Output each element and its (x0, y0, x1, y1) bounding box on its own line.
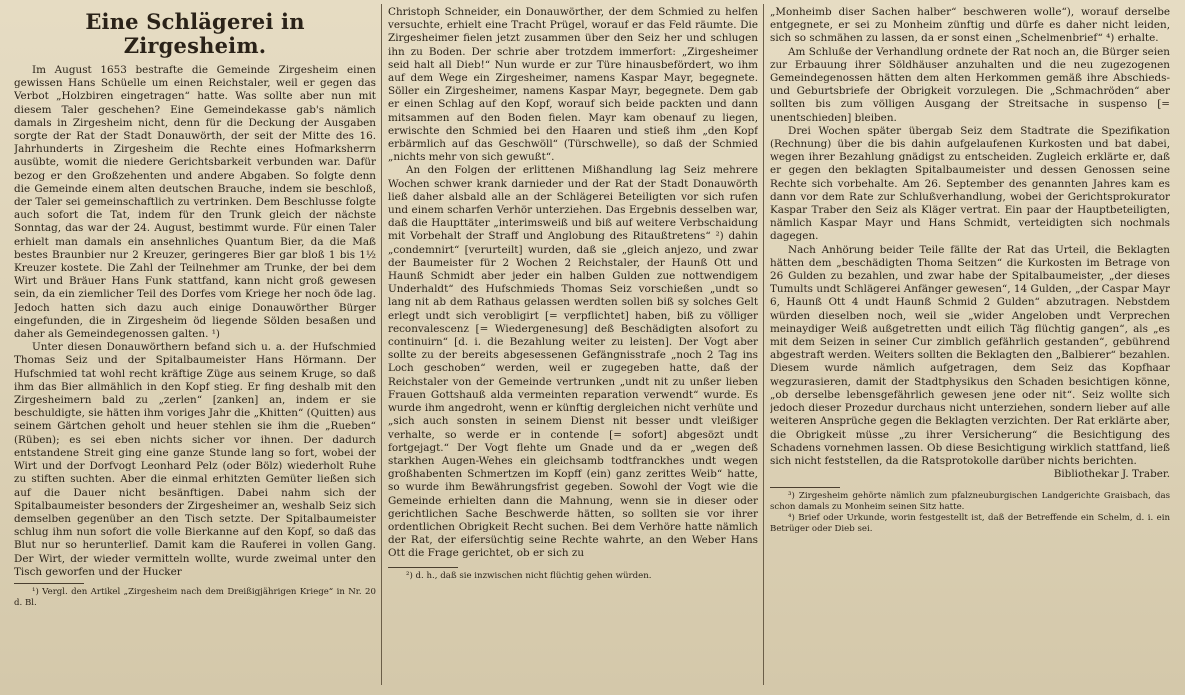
footnote-divider (388, 567, 458, 568)
paragraph: Christoph Schneider, ein Donauwörther, der dem Schmied zu helfen versuchte, erhielt eine Tracht Prügel, worauf er das Feld räumte. Die Zirgesheimer fielen jetzt zusammen über den Seiz her und schlugen ihn zu Boden. Der schrie aber trotzdem immerfort: „Zirgesheimer seid halt all Dieb!“ Nun wurde er zur Türe hinausbefördert, wo ihm auf dem Wege ein Zirgesheimer, namens Kaspar Mayr, begegnete. Söller ein Zirgesheimer, namens Kaspar Mayr, begegnete. Dem gab er einen Schlag auf den Kopf, worauf sich beide packten und dann mitsammen auf den Boden fielen. Mayr kam obenauf zu liegen, erwischte den Schmied bei den Haaren und stieß ihm „den Kopf erbärmlich auf das Geschwöll“ (Türschwelle), so daß der Schmied „nichts mehr von sich gewußt“. (388, 6, 758, 164)
column-divider (381, 4, 382, 685)
footnote: ²) d. h., daß sie inzwischen nicht flüchtig gehen würden. (406, 570, 652, 581)
footnote: ¹) Vergl. den Artikel „Zirgesheim nach dem Dreißigjährigen Kriege“ in Nr. 20 d. Bl. (14, 586, 376, 608)
paragraph: Unter diesen Donauwörthern befand sich u. a. der Hufschmied Thomas Seiz und der Spitalbaumeister Hans Hörmann. Der Hufschmied tat wohl recht kräftige Züge aus seinem Kruge, so daß ihm das Bier allmählich in den Kopf stieg. Er fing deshalb mit den Zirgesheimern bald zu „zerlen“ [zanken] an, indem er sie beschuldigte, sie hätten ihm voriges Jahr die „Khitten“ (Quitten) aus seinem Gärtchen geholt und heuer stehlen sie ihm die „Rueben“ (Rüben); es sei eben nichts sicher vor ihnen. Der dadurch entstandene Streit ging eine ganze Stunde lang so fort, wobei der Wirt und der Dorfvogt Leonhard Pelz (oder Bölz) wiederholt Ruhe zu stiften suchten. Aber die einmal erhitzten Gemüter ließen sich auf die Dauer nicht besänftigen. Dabei nahm sich der Spitalbaumeister besonders der Zirgesheimer an, weshalb Seiz sich demselben gegenüber an den Tisch setzte. Der Spitalbaumeister schlug ihm nun sofort die volle Bierkanne auf den Kopf, so daß das Blut nur so herunterlief. Damit kam die Rauferei in vollen Gang. Der Wirt, der wieder vermitteln wollte, wurde zweimal unter den Tisch geworfen und der Hucker (14, 341, 376, 578)
paragraph: Im August 1653 bestrafte die Gemeinde Zirgesheim einen gewissen Hans Schüelle um einen Reichstaler, weil er gegen das Verbot „Holzbiren eingetragen“ hatte. Was sollte aber nun mit diesem Taler geschehen? Eine Gemeindekasse gab's nämlich damals in Zirgesheim nicht, denn für die Deckung der Ausgaben sorgte der Rat der Stadt Donauwörth, der seit der Mitte des 16. Jahrhunderts in Zirgesheim die Rechte eines Hofmarksherrn ausübte, womit die niedere Gerichtsbarkeit verbunden war. Dafür bezog er den Großzehenten und andere Abgaben. So folgte denn die Gemeinde einem alten deutschen Brauche, indem sie beschloß, der Taler sei gemeinschaftlich zu vertrinken. Dem Beschlusse folgte auch sofort die Tat, indem für den Trunk gleich der nächste Sonntag, das war der 24. August, bestimmt wurde. Für einen Taler erhielt man damals ein ansehnliches Quantum Bier, da die Maß bestes Braunbier nur 2 Kreuzer, geringeres Bier gar bloß 1 bis 1½ Kreuzer kostete. Die Zahl der Teilnehmer am Trunke, der bei dem Wirt und Bräuer Hans Funk stattfand, kann nicht groß gewesen sein, da ein ziemlicher Teil des Dorfes vom Kriege her noch öde lag. Jedoch hatten sich dazu auch einige Donauwörther Bürger eingefunden, die in Zirgesheim öd liegende Sölden besaßen und daher als Gemeindegenossen galten. ¹) (14, 64, 376, 341)
paragraph: An den Folgen der erlittenen Mißhandlung lag Seiz mehrere Wochen schwer krank darnieder und der Rat der Stadt Donauwörth ließ daher alsbald alle an der Schlägerei Beteiligten vor sich rufen und einem scharfen Verhör unterziehen. Das Ergebnis desselben war, daß die Haupttäter „interimsweiß und biß auf weitere Verbschaidung mit Vorbehalt der Straff und Anglobung des Ritaußtretens“ ²) dahin „condemnirt“ [verurteilt] wurden, daß sie „gleich anjezo, und zwar der Baumeister für 2 Wochen 2 Reichstaler, der Haunß Ott und Haunß Schmidt aber jeder ein halben Gulden zue nottwendigem Underhaldt“ des Hufschmieds Thomas Seiz vorschießen „undt so lang nit ab dem Rathaus gelassen werdten sollen biß sy solches Gelt erlegt undt sich verobligirt [= verpflichtet] haben, biß zu völliger reconvalescenz [= Wiedergenesung] deß Beschädigten alsofort zu continuirn“ [d. i. die Bezahlung weiter zu leisten]. Der Vogt aber sollte zu der bereits abgesessenen Gefängnisstrafe „noch 2 Tag ins Loch geschoben“ werden, weil er zugegeben hatte, daß der Reichstaler von der Gemeinde vertrunken „undt nit zu unßer lieben Frauen Gottshauß alda vermeinten reparation verwendt“ wurde. Es wurde ihm angedroht, wenn er künftig dergleichen nicht verhüte und „sich auch sonsten in seinem Dienst nit besser undt vleißiger verhalte, so werde er in contende [= sofort] abgesözt undt fortgejagt.“ Der Vogt flehte um Gnade und da er „wegen deß starkhen Augen-Wehes ein gleichsamb todtfranckhes undt wegen großhabenten Schmertzen im Kopff (ein) ganz zerittes Weib“ hatte, so wurde ihm Bewährungsfrist gegeben. Sowohl der Vogt wie die Gemeinde erhielten dann die Mahnung, wenn sie in dieser oder gerichtlichen Sache Beschwerde hätten, so sollten sie vor ihrer ordentlichen Obrigkeit Recht suchen. Bei dem Verhöre hatte nämlich der Rat, der eifersüchtig seine Rechte wahrte, an den Weber Hans Ott die Frage gerichtet, ob er sich zu (388, 164, 758, 560)
paragraph: Am Schluße der Verhandlung ordnete der Rat noch an, die Bürger seien zur Erbauung ihrer Söldhäuser anzuhalten und die neu zugezogenen Gemeindegenossen hätten dem alten Herkommen gemäß ihre Abschieds- und Geburtsbriefe der Obrigkeit vorzulegen. Die „Schmachröden“ aber sollten bis zum völligen Ausgang der Streitsache in suspenso [= unentschieden] bleiben. (770, 45, 1170, 124)
article-column-1 (14, 6, 376, 685)
article-title: Eine Schlägerei in Zirgesheim. (85, 9, 305, 58)
paragraph: „Monheimb diser Sachen halber“ beschweren wolle“), worauf derselbe entgegnete, er sei zu Monheim zünftig und dürfe es daher nicht leiden, sich so schmähen zu lassen, da er sonst einen „Schelmenbrief“ ⁴) erhalte. (770, 6, 1170, 45)
paragraph: Drei Wochen später übergab Seiz dem Stadtrate die Spezifikation (Rechnung) über die bis dahin aufgelaufenen Kurkosten und bat dabei, wegen ihrer Bezahlung gnädigst zu entscheiden. Zugleich erklärte er, daß er gegen den beklagten Spitalbaumeister und dessen Genossen seine Rechte sich vorbehalte. Am 26. September des genannten Jahres kam es dann vor dem Rate zur Schlußverhandlung, wobei der Gerichtsprokurator Kaspar Traber den Seiz als Kläger vertrat. Ein paar der Hauptbeteiligten, nämlich Kaspar Mayr und Hans Schmidt, verteidigten sich nochmals dagegen. (770, 124, 1170, 243)
author-signature: Bibliothekar J. Traber. (1053, 468, 1170, 481)
paragraph: Nach Anhörung beider Teile fällte der Rat das Urteil, die Beklagten hätten dem „beschädigten Thoma Seitzen“ die Kurkosten im Betrage von 26 Gulden zu bezahlen, und zwar habe der Spitalbaumeister, „der dieses Tumults undt Schlägerei Anfänger gewesen“, 14 Gulden, „der Caspar Mayr 6, Haunß Ott 4 undt Haunß Schmid 2 Gulden“ abzutragen. Nebstdem würden dieselben noch, weil sie „wider Angeloben undt Verprechen meinaydiger Weiß außgetretten undt eilich Täg flüchtig gangen“, als „es mit dem Seizen in seiner Cur zimblich gefährlich gestanden“, gebührend abgestraft werden. Weiters sollten die Beklagten den „Balbierer“ bezahlen. Diesem wurde nämlich aufgetragen, dem Seiz das Kopfhaar wegzurasieren, damit der Stadtphysikus den Schaden besichtigen könne, „ob derselbe lebensgefährlich gewesen jene oder nit“. Seiz wollte sich jedoch dieser Prozedur durchaus nicht unterziehen, sondern lieber auf alle weiteren Ansprüche gegen die Beklagten verzichten. Der Rat erklärte aber, die Obrigkeit müsse „zu ihrer Versicherung“ die Besichtigung des Schadens vornehmen lassen. Ob diese Besichtigung wirklich stattfand, ließ sich nicht feststellen, da die Ratsprotokolle darüber nichts berichten. (770, 243, 1170, 467)
article-column-2 (388, 6, 758, 685)
column-divider (763, 4, 764, 685)
footnote-divider (770, 487, 840, 488)
footnote: ³) Zirgesheim gehörte nämlich zum pfalzneuburgischen Landgerichte Graisbach, das schon damals zu Monheim seinen Sitz hatte. (770, 491, 1170, 513)
footnote-divider (14, 583, 84, 584)
footnote: ⁴) Brief oder Urkunde, worin festgestellt ist, daß der Betreffende ein Schelm, d. i. ein Betrüger oder Dieb sei. (770, 513, 1170, 535)
article-column-3 (770, 6, 1170, 685)
